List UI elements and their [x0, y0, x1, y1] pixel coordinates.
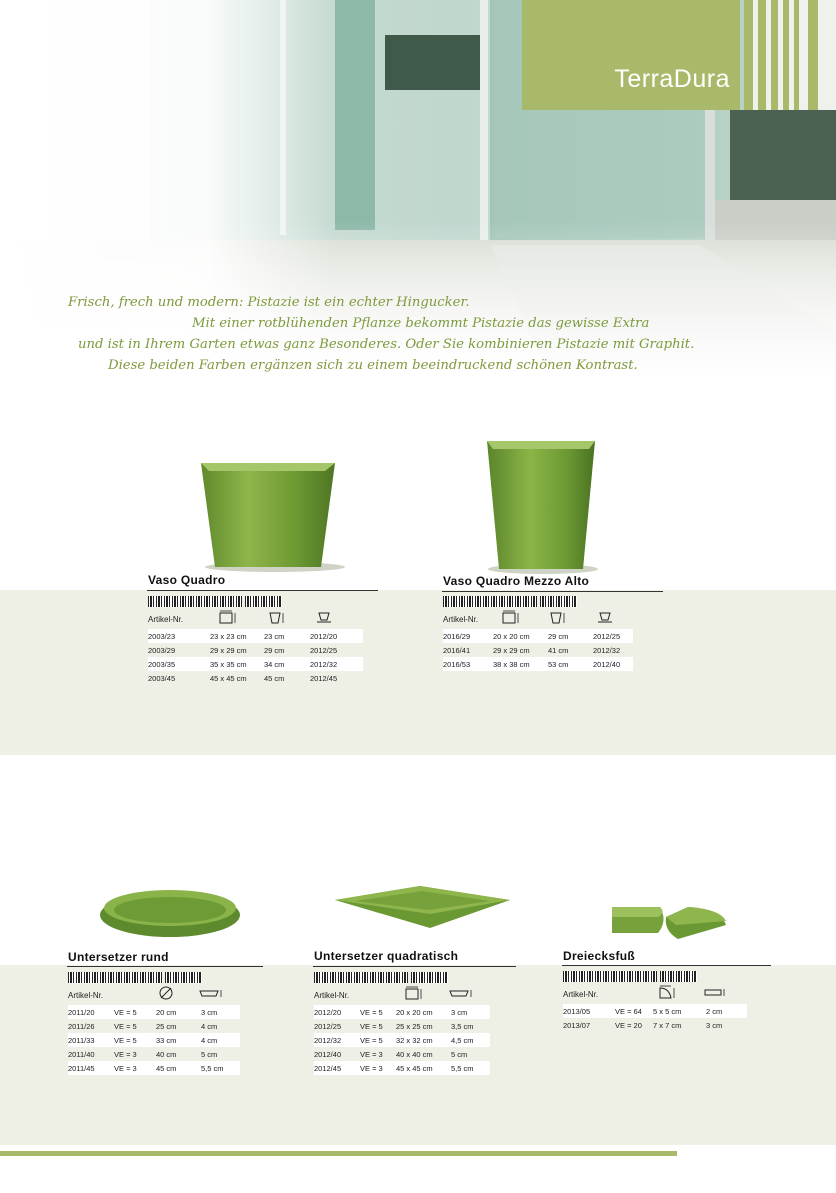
table-cell: 2003/45	[148, 674, 176, 683]
height-icon	[268, 609, 286, 625]
table-cell: 2012/40	[593, 660, 621, 669]
intro-line: und ist in Ihrem Garten etwas ganz Besonderes. Oder Sie kombinieren Pistazie mit Graphit.	[78, 337, 695, 352]
table-cell: 23 x 23 cm	[210, 632, 247, 641]
article-header: Artikel-Nr.	[68, 991, 104, 1000]
table-cell: 7 x 7 cm	[653, 1021, 682, 1030]
table-cell: 5,5 cm	[451, 1064, 474, 1073]
size-icon	[404, 985, 426, 1001]
table-cell: 38 x 38 cm	[493, 660, 530, 669]
barcode	[443, 596, 537, 607]
table-cell: 2016/53	[443, 660, 471, 669]
barcode	[540, 596, 577, 607]
table-cell: 2012/25	[593, 632, 621, 641]
table-cell: 4 cm	[201, 1022, 218, 1031]
table-cell: 32 x 32 cm	[396, 1036, 433, 1045]
vaso-quadro-mezzo-alto-image	[483, 437, 603, 577]
table-cell: 5,5 cm	[201, 1064, 224, 1073]
untersetzer-rund-image	[98, 880, 248, 940]
title-rule	[313, 966, 516, 967]
table-row	[314, 1033, 490, 1047]
table-cell: VE = 5	[114, 1008, 137, 1017]
table-cell: 2013/07	[563, 1021, 591, 1030]
article-header: Artikel-Nr.	[443, 615, 479, 624]
table-row	[68, 1061, 240, 1075]
brand-stripe	[744, 0, 753, 110]
table-row	[443, 629, 633, 643]
product-table	[148, 609, 363, 685]
brand-stripe	[758, 0, 766, 110]
brand-title: TerraDura	[614, 65, 730, 93]
table-cell: 2012/32	[593, 646, 621, 655]
title-rule	[67, 966, 263, 967]
barcode	[165, 972, 202, 983]
table-row	[314, 1047, 490, 1061]
table-cell: 45 cm	[156, 1064, 177, 1073]
table-cell: VE = 5	[360, 1008, 383, 1017]
title-rule	[562, 965, 771, 966]
table-cell: 4,5 cm	[451, 1036, 474, 1045]
article-header: Artikel-Nr.	[314, 991, 350, 1000]
table-cell: VE = 5	[114, 1036, 137, 1045]
table-cell: VE = 64	[615, 1007, 642, 1016]
table-cell: VE = 3	[114, 1064, 137, 1073]
table-row	[443, 657, 633, 671]
table-cell: 2012/20	[314, 1008, 342, 1017]
product-table	[443, 609, 633, 671]
table-cell: 45 x 45 cm	[210, 674, 247, 683]
table-cell: 45 cm	[264, 674, 285, 683]
table-cell: 3 cm	[201, 1008, 218, 1017]
table-cell: 2012/40	[314, 1050, 342, 1059]
brand-stripe	[794, 0, 799, 110]
table-cell: 5 cm	[451, 1050, 468, 1059]
product-table	[314, 985, 490, 1075]
table-cell: 20 cm	[156, 1008, 177, 1017]
untersetzer-quadratisch-image	[330, 880, 515, 935]
table-cell: VE = 5	[114, 1022, 137, 1031]
table-cell: 5 x 5 cm	[653, 1007, 682, 1016]
diameter-icon	[158, 985, 174, 1001]
table-cell: 25 cm	[156, 1022, 177, 1031]
table-cell: 3 cm	[706, 1021, 723, 1030]
table-cell: 2011/45	[68, 1064, 95, 1073]
table-cell: 29 cm	[548, 632, 569, 641]
table-row	[443, 643, 633, 657]
table-row	[314, 1005, 490, 1019]
table-cell: 2011/26	[68, 1022, 95, 1031]
table-row	[68, 1005, 240, 1019]
product-title: Untersetzer rund	[68, 950, 169, 964]
table-cell: VE = 5	[360, 1036, 383, 1045]
brand-stripe	[783, 0, 789, 110]
table-cell: 5 cm	[201, 1050, 218, 1059]
barcode	[314, 972, 408, 983]
product-title: Untersetzer quadratisch	[314, 949, 459, 963]
article-header: Artikel-Nr.	[148, 615, 184, 624]
table-cell: 2 cm	[706, 1007, 723, 1016]
intro-line: Diese beiden Farben ergänzen sich zu einem beeindruckend schönen Kontrast.	[108, 358, 638, 373]
dreiecksfuss-image	[608, 895, 733, 945]
table-cell: 29 x 29 cm	[210, 646, 247, 655]
table-cell: 2016/29	[443, 632, 471, 641]
table-cell: 2003/35	[148, 660, 176, 669]
barcode	[148, 596, 242, 607]
table-cell: 2016/41	[443, 646, 471, 655]
product-title: Vaso Quadro	[148, 573, 226, 587]
intro-line: Mit einer rotblühenden Pflanze bekommt Pistazie das gewisse Extra	[192, 316, 650, 331]
table-cell: 2012/32	[310, 660, 338, 669]
table-row	[68, 1047, 240, 1061]
table-cell: 23 cm	[264, 632, 285, 641]
table-cell: 3,5 cm	[451, 1022, 474, 1031]
product-table	[563, 984, 747, 1032]
product-title: Dreiecksfuß	[563, 949, 635, 963]
table-cell: VE = 3	[360, 1050, 383, 1059]
table-cell: VE = 3	[114, 1050, 137, 1059]
table-cell: 3 cm	[451, 1008, 468, 1017]
brand-stripe	[771, 0, 778, 110]
table-cell: 2012/45	[314, 1064, 342, 1073]
table-cell: 29 cm	[264, 646, 285, 655]
table-cell: 40 cm	[156, 1050, 177, 1059]
table-row	[148, 671, 363, 685]
table-row	[563, 1004, 747, 1018]
table-row	[563, 1018, 747, 1032]
table-cell: VE = 20	[615, 1021, 642, 1030]
table-cell: 33 cm	[156, 1036, 177, 1045]
height-icon	[448, 985, 474, 1001]
height-icon	[703, 984, 727, 1000]
table-cell: 2011/40	[68, 1050, 95, 1059]
triangle-size-icon	[657, 984, 679, 1000]
table-row	[148, 657, 363, 671]
product-title: Vaso Quadro Mezzo Alto	[443, 574, 590, 588]
table-cell: VE = 3	[360, 1064, 383, 1073]
barcode	[68, 972, 162, 983]
title-rule	[442, 591, 663, 592]
table-cell: 20 x 20 cm	[493, 632, 530, 641]
vaso-quadro-image	[195, 455, 345, 575]
title-rule	[147, 590, 378, 591]
table-cell: 53 cm	[548, 660, 569, 669]
table-cell: 29 x 29 cm	[493, 646, 530, 655]
table-cell: 2013/05	[563, 1007, 591, 1016]
barcode	[411, 972, 448, 983]
table-cell: 2012/25	[310, 646, 338, 655]
saucer-icon	[316, 609, 334, 625]
table-cell: 25 x 25 cm	[396, 1022, 433, 1031]
table-row	[314, 1019, 490, 1033]
product-band	[0, 590, 836, 755]
saucer-icon	[597, 609, 615, 625]
table-cell: VE = 5	[360, 1022, 383, 1031]
size-icon	[218, 609, 240, 625]
table-cell: 45 x 45 cm	[396, 1064, 433, 1073]
footer-rule	[0, 1151, 677, 1156]
brand-block	[522, 0, 740, 110]
barcode	[245, 596, 282, 607]
size-icon	[501, 609, 523, 625]
table-cell: 2003/29	[148, 646, 176, 655]
table-row	[68, 1019, 240, 1033]
barcode	[660, 971, 697, 982]
height-icon	[549, 609, 567, 625]
table-cell: 2012/32	[314, 1036, 342, 1045]
table-cell: 2012/20	[310, 632, 338, 641]
table-cell: 2011/33	[68, 1036, 95, 1045]
table-cell: 2011/20	[68, 1008, 95, 1017]
table-cell: 34 cm	[264, 660, 285, 669]
table-cell: 35 x 35 cm	[210, 660, 247, 669]
table-cell: 2012/45	[310, 674, 338, 683]
table-cell: 40 x 40 cm	[396, 1050, 433, 1059]
table-cell: 20 x 20 cm	[396, 1008, 433, 1017]
article-header: Artikel-Nr.	[563, 990, 599, 999]
table-row	[68, 1033, 240, 1047]
table-row	[314, 1061, 490, 1075]
brand-stripe	[808, 0, 818, 110]
table-cell: 41 cm	[548, 646, 569, 655]
table-row	[148, 629, 363, 643]
table-cell: 4 cm	[201, 1036, 218, 1045]
height-icon	[198, 985, 224, 1001]
barcode	[563, 971, 657, 982]
table-cell: 2003/23	[148, 632, 176, 641]
table-cell: 2012/25	[314, 1022, 342, 1031]
product-table	[68, 985, 240, 1075]
table-row	[148, 643, 363, 657]
intro-line: Frisch, frech und modern: Pistazie ist ein echter Hingucker.	[68, 295, 470, 310]
